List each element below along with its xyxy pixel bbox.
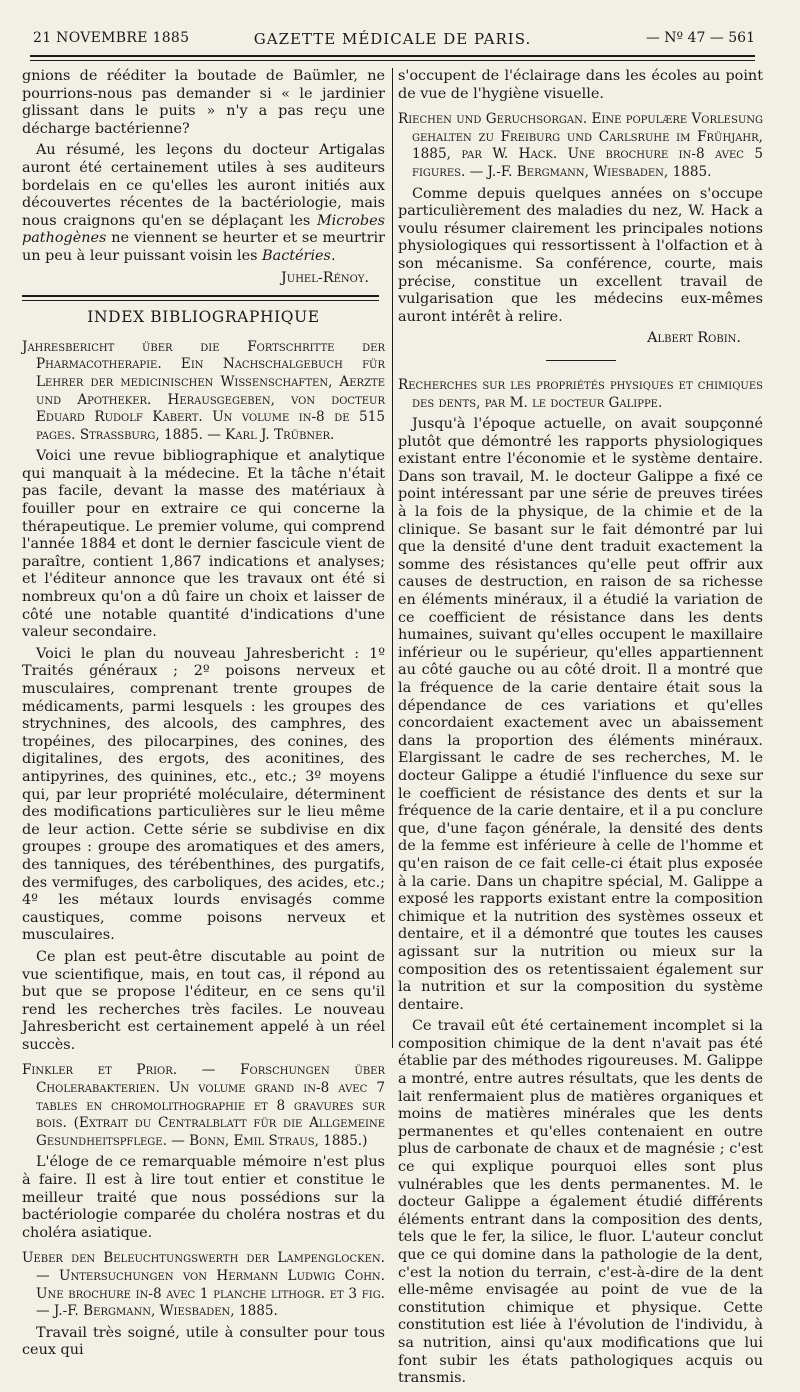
header-rule-thin [30, 60, 755, 61]
bib-entry-5-paragraph-1: Jusqu'à l'époque actuelle, on avait soupçonné plutôt que démontré les rapports physiologiques existant entre l'économie et le système dentaire. Dans son travail, M. le docteur Galippe a fixé ce point intéressant par une série de preuves tirées à la fois de la physique, de la chimie et de la clinique. Se basant sur le fait démontré par lui que la densité d'une dent traduit exactement la somme des résistances qu'elle peut offrir aux causes de destruction, en raison de sa richesse en éléments minéraux, il a étudié la variation de ce coefficient de résistance dans les dents humaines, suivant qu'elles occupent le maxillaire inférieur ou le supérieur, qu'elles appartiennent au côté gauche ou au côté droit. Il a montré que la fréquence de la carie dentaire était sous la dépendance de ces variations et qu'elles concordaient exactement avec un abaissement dans la proportion des éléments minéraux. Elargissant le cadre de ses recherches, M. le docteur Galippe a étudié l'influence du sexe sur le coefficient de résistance des dents et sur la fréquence de la carie dentaire, et il a pu conclure que, d'une façon générale, la densité des dents de la femme est inférieure à celle de l'homme et qu'en raison de ce fait celle-ci était plus exposée à la carie. Dans un chapitre spécial, M. Galippe a exposé les rapports existant entre la composition chimique et la nutrition des systèmes osseux et dentaire, et il a démontré que toutes les causes agissant sur la nutrition ou mieux sur la composition des os retentissaient également sur la nutrition et sur la composition du système dentaire. [398, 416, 763, 1013]
bib-entry-1-paragraph-2: Voici le plan du nouveau Jahresbericht : 1º Traités généraux ; 2º poisons nerveux et musculaires, comprenant trente groupes de médicaments, parmi lesquels : les groupes des strychnines, des alcools, des camphres, des tropéines, des pilocarpines, des conines, des digitalines, des ergots, des aconitines, des antipyrines, des quinines, etc., etc.; 3º moyens qui, par leur propriété moléculaire, déterminent des modifications particulières sur le lieu même de leur action. Cette série se subdivise en dix groupes : groupe des aromatiques et des amers, des tanniques, des térébenthines, des purgatifs, des vermifuges, des carboliques, des acides, etc.; 4º les métaux lourds envisagés comme caustiques, comme poisons nerveux et musculaires. [22, 645, 385, 944]
bib-entry-heading-2: Finkler et Prior. — Forschungen über Cholerabakterien. Un volume grand in-8 avec 7 tables en chromolithographie et 8 gravures sur bois. (Extrait du Centralblatt für die Allgemeine Gesundheitspflege. — Bonn, Emil Straus, 1885.) [22, 1062, 385, 1149]
header-date: 21 NOVEMBRE 1885 [33, 30, 190, 46]
bib-entry-4-signature: Albert Robin. [647, 330, 741, 347]
entry-separator [546, 360, 616, 361]
bib-entry-1-paragraph-1: Voici une revue bibliographique et analytique qui manquait à la médecine. Et la tâche n'était pas facile, devant la masse des matériaux à fouiller pour en extraire ce qui concerne la thérapeutique. Le premier volume, qui comprend l'année 1884 et dont le dernier fascicule vient de paraître, contient 1,867 indications et analyses; et l'éditeur annonce que les travaux ont été si nombreux qu'on a dû faire un choix et laisser de côté une notable quantité d'indications d'une valeur secondaire. [22, 448, 385, 641]
left-column [22, 68, 385, 1364]
bib-entry-heading-1: Jahresbericht über die Fortschritte der Pharmacotherapie. Ein Nachschalgebuch für Lehrer der medicinischen Wissenschaften, Aerzte und Apotheker. Herausgegeben, von docteur Eduard Rudolf Kabert. Un volume in-8 de 515 pages. Strassburg, 1885. — Karl J. Trübner. [22, 338, 385, 443]
bib-entry-heading-4: Riechen und Geruchsorgan. Eine populære Vorlesung gehalten zu Freiburg und Carlsruhe im Frühjahr, 1885, par W. Hack. Une brochure in-8 avec 5 figures. — J.-F. Bergmann, Wiesbaden, 1885. [398, 111, 763, 180]
bib-entry-3-continuation: s'occupent de l'éclairage dans les écoles au point de vue de l'hygiène visuelle. [398, 68, 763, 102]
bib-entry-1-paragraph-3: Ce plan est peut-être discutable au point de vue scientifique, mais, en tout cas, il répond au but que se propose l'éditeur, en ce sens qu'il rend les recherches très faciles. Le nouveau Jahresbericht est certainement appelé à un réel succès. [22, 948, 385, 1053]
section-divider [22, 295, 379, 301]
right-column [398, 68, 763, 1392]
article-continuation: gnions de rééditer la boutade de Baümler, ne pourrions-nous pas demander si « le jardinier glissant dans le puits » n'y a pas reçu une décharge bactérienne? [22, 68, 385, 137]
bib-entry-5-paragraph-2: Ce travail eût été certainement incomplet si la composition chimique de la dent n'avait pas été établie par des méthodes rigoureuses. M. Galippe a montré, entre autres résultats, que les dents de lait renfermaient plus de matières organiques et moins de matières minérales que les dents permanentes et qu'elles contenaient en outre plus de carbonate de chaux et de magnésie ; c'est ce qui explique pourquoi elles sont plus vulnérables que les dents permanentes. M. le docteur Galippe a également étudié différents éléments entrant dans la composition des dents, tels que le fer, la silice, le fluor. L'auteur conclut que ce qui domine dans la pathologie de la dent, c'est la notion du terrain, c'est-à-dire de la dent elle-même envisagée au point de vue de la constitution chimique et physique. Cette constitution est liée à l'évolution de l'individu, à sa nutrition, ainsi qu'aux modifications que lui font subir les états pathologiques acquis ou transmis. [398, 1018, 763, 1387]
bib-entry-heading-3: Ueber den Beleuchtungswerth der Lampenglocken. — Untersuchungen von Hermann Ludwig Cohn. Une brochure in-8 avec 1 planche lithogr. et 3 fig. — J.-F. Bergmann, Wiesbaden, 1885. [22, 1250, 385, 1320]
header-rule [30, 55, 755, 57]
bib-entry-2-paragraph-1: L'éloge de ce remarquable mémoire n'est plus à faire. Il est à lire tout entier et constitue le meilleur traité que nous possédions sur la bactériologie comparée du choléra nostras et du choléra asiatique. [22, 1154, 385, 1241]
page-header [30, 26, 755, 52]
header-page-number: — Nº 47 — 561 [645, 30, 755, 46]
column-divider [392, 68, 393, 1048]
bib-entry-4-paragraph-1: Comme depuis quelques années on s'occupe particulièrement des maladies du nez, W. Hack a voulu résumer clairement les principales notions physiologiques qui ressortissent à l'olfaction et à son mécanisme. Sa conférence, courte, mais précise, constitue un excellent travail de vulgarisation que les médecins eux-mêmes auront intérêt à relire. [398, 185, 763, 325]
section-title: INDEX BIBLIOGRAPHIQUE [87, 308, 320, 327]
article-conclusion: Au résumé, les leçons du docteur Artigalas auront été certainement utiles à ses auditeurs bordelais en ce qu'elles les auront initiés aux découvertes récentes de la bactériologie, mais nous craignons qu'en se déplaçant les Microbes pathogènes ne viennent se heurter et se meurtrir un peu à leur puissant voisin les Bactéries. [22, 142, 385, 264]
bib-entry-3-paragraph-1: Travail très soigné, utile à consulter pour tous ceux qui [22, 1324, 385, 1359]
bib-entry-heading-5: Recherches sur les propriétés physiques et chimiques des dents, par M. le docteur Galippe. [398, 376, 763, 411]
article-signature: Juhel-Rénoy. [281, 269, 369, 286]
header-title: GAZETTE MÉDICALE DE PARIS. [253, 30, 532, 48]
